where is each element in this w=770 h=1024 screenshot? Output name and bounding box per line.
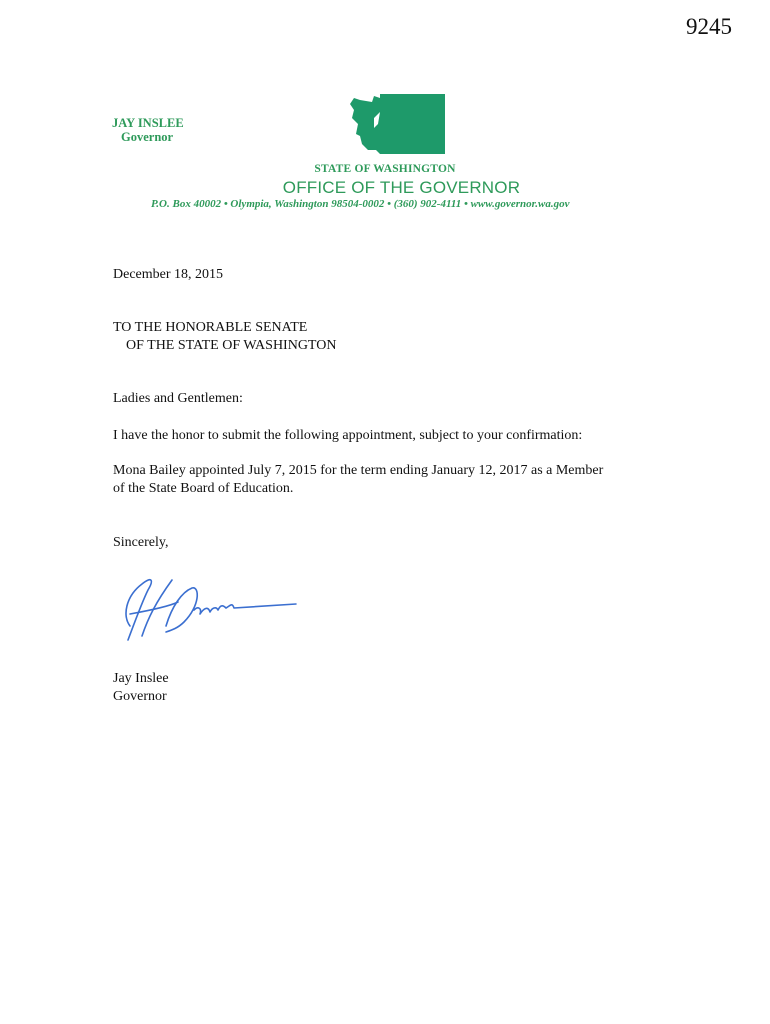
salutation: Ladies and Gentlemen: bbox=[113, 391, 243, 406]
governor-title: Governor bbox=[121, 130, 174, 144]
intro-paragraph: I have the honor to submit the following appointment, subject to your confirmation: bbox=[113, 428, 583, 443]
signer-name: Jay Inslee bbox=[113, 671, 169, 686]
appointment-line-2: of the State Board of Education. bbox=[113, 481, 294, 496]
letterhead-address: P.O. Box 40002 • Olympia, Washington 98504-0002 • (360) 902-4111 • www.governor.wa.gov bbox=[151, 198, 570, 210]
office-heading: OFFICE OF THE GOVERNOR bbox=[282, 178, 521, 197]
washington-state-map-icon bbox=[350, 92, 446, 154]
letter-date: December 18, 2015 bbox=[113, 267, 224, 282]
signer-block bbox=[113, 670, 169, 706]
page-number: 9245 bbox=[686, 14, 732, 39]
appointment-line-1: Mona Bailey appointed July 7, 2015 for the term ending January 12, 2017 as a Member bbox=[113, 463, 604, 478]
state-heading: STATE OF WASHINGTON bbox=[314, 163, 456, 175]
governor-name: JAY INSLEE bbox=[112, 116, 184, 130]
closing: Sincerely, bbox=[113, 535, 169, 550]
letterhead-governor-block bbox=[112, 116, 184, 144]
recipient-block bbox=[113, 319, 336, 355]
signature-image bbox=[112, 566, 307, 650]
appointment-paragraph bbox=[113, 462, 603, 498]
recipient-line-2: OF THE STATE OF WASHINGTON bbox=[126, 338, 337, 353]
signer-title: Governor bbox=[113, 689, 167, 704]
recipient-line-1: TO THE HONORABLE SENATE bbox=[113, 320, 308, 335]
